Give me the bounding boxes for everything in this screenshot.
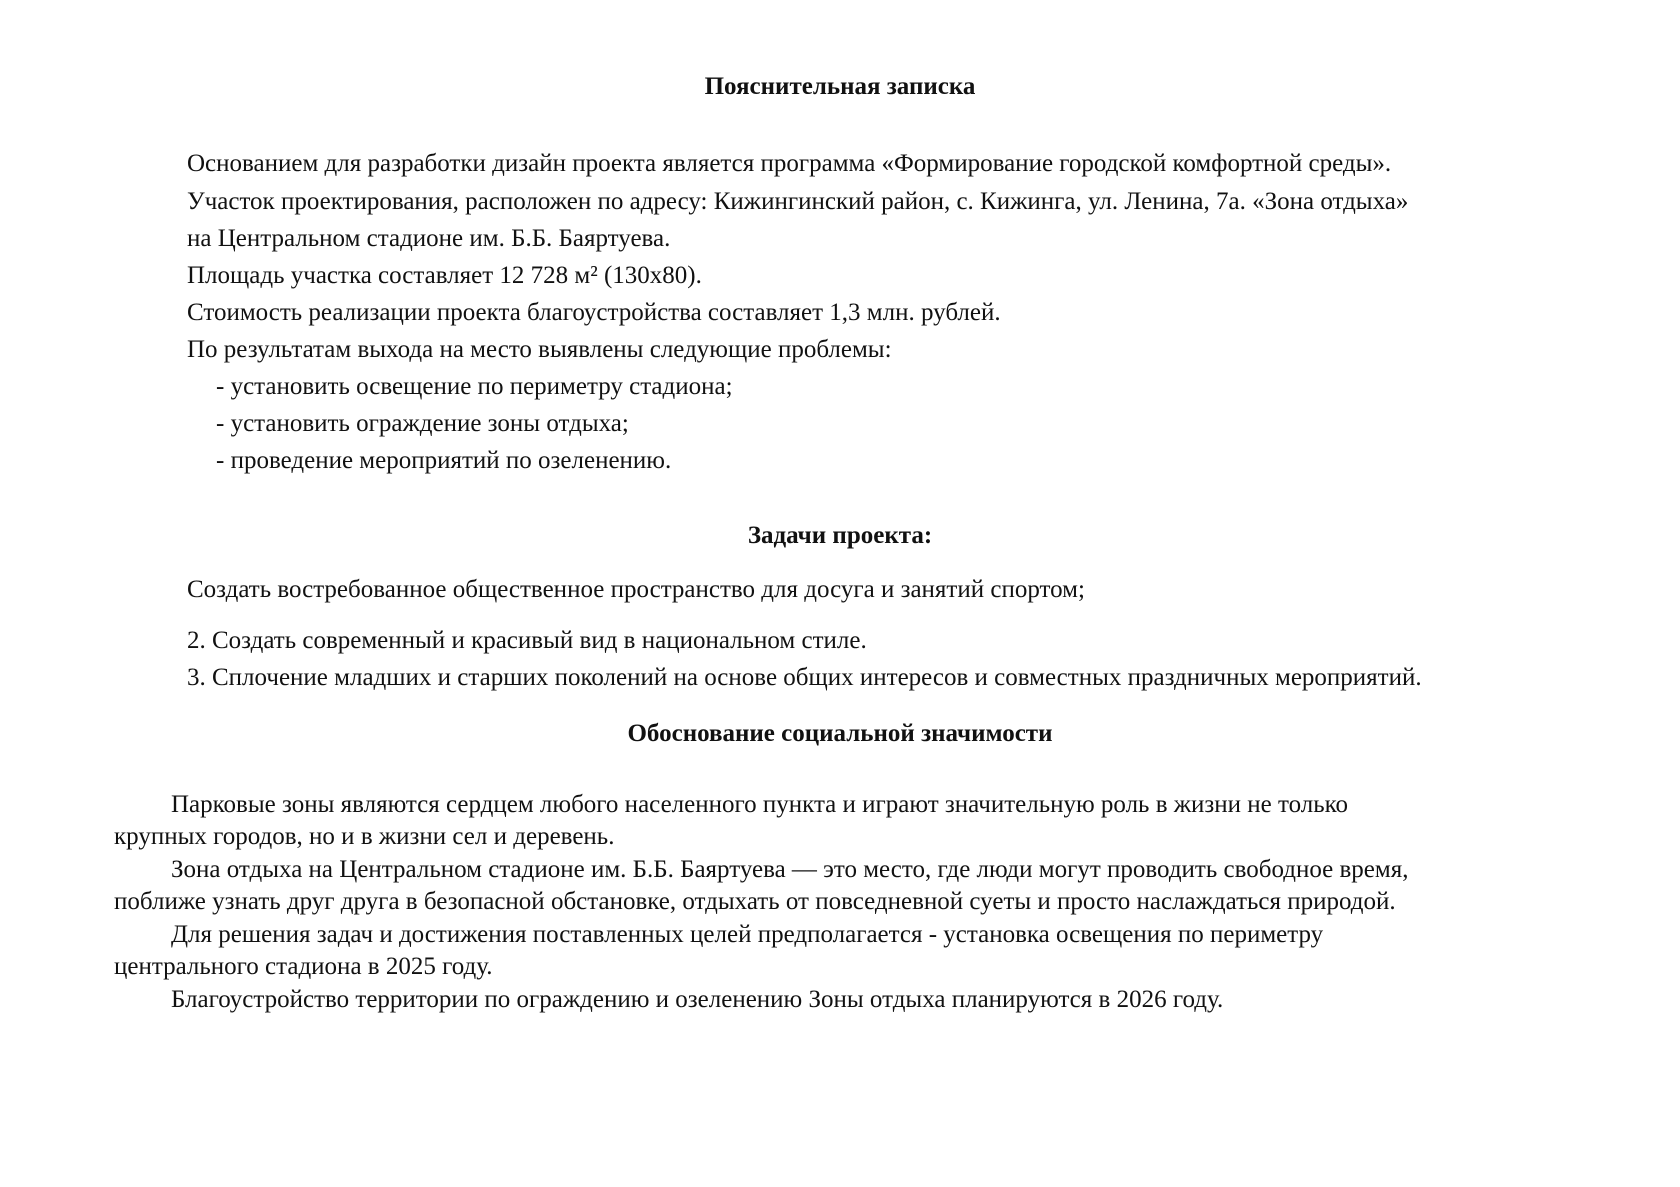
problem-item: - установить ограждение зоны отдыха; xyxy=(216,410,629,437)
intro-line-stadium: на Центральном стадионе им. Б.Б. Баяртуева. xyxy=(187,225,671,252)
problem-item: - установить освещение по периметру стадиона; xyxy=(216,373,733,400)
justification-line: Парковые зоны являются сердцем любого населенного пункта и играют значительную роль в жизни не только xyxy=(171,791,1349,818)
task-item xyxy=(187,575,1085,606)
intro-line-problems: По результатам выхода на место выявлены следующие проблемы: xyxy=(187,336,892,363)
problem-item: - проведение мероприятий по озеленению. xyxy=(216,447,672,474)
task-item: 2. Создать современный и красивый вид в национальном стиле. xyxy=(187,627,867,654)
justification-line: поближе узнать друг друга в безопасной обстановке, отдыхать от повседневной суеты и просто наслаждаться природой. xyxy=(114,888,1396,915)
intro-line-basis: Основанием для разработки дизайн проекта является программа «Формирование городской комфортной среды». xyxy=(187,150,1392,177)
justification-line: крупных городов, но и в жизни сел и деревень. xyxy=(114,823,615,850)
justification-line: центрального стадиона в 2025 году. xyxy=(114,953,493,980)
task-item-text: Создать востребованное общественное пространство для досуга и занятий спортом; xyxy=(187,576,1085,603)
intro-line-cost: Стоимость реализации проекта благоустройства составляет 1,3 млн. рублей. xyxy=(187,299,1001,326)
justification-line: Зона отдыха на Центральном стадионе им. Б.Б. Баяртуева — это место, где люди могут проводить свободное время, xyxy=(171,856,1409,883)
document-title: Пояснительная записка xyxy=(704,73,976,100)
justification-line: Благоустройство территории по ограждению и озеленению Зоны отдыха планируются в 2026 году. xyxy=(171,986,1224,1013)
intro-line-area: Площадь участка составляет 12 728 м² (130х80). xyxy=(187,262,702,289)
intro-line-site: Участок проектирования, расположен по адресу: Кижингинский район, с. Кижинга, ул. Ленина, 7а. «Зона отдыха» xyxy=(187,188,1409,215)
justification-line: Для решения задач и достижения поставленных целей предполагается - установка освещения по периметру xyxy=(171,921,1324,948)
tasks-heading: Задачи проекта: xyxy=(747,522,933,549)
task-item: 3. Сплочение младших и старших поколений на основе общих интересов и совместных праздничных мероприятий. xyxy=(187,664,1422,691)
justification-heading: Обоснование социальной значимости xyxy=(627,720,1053,747)
